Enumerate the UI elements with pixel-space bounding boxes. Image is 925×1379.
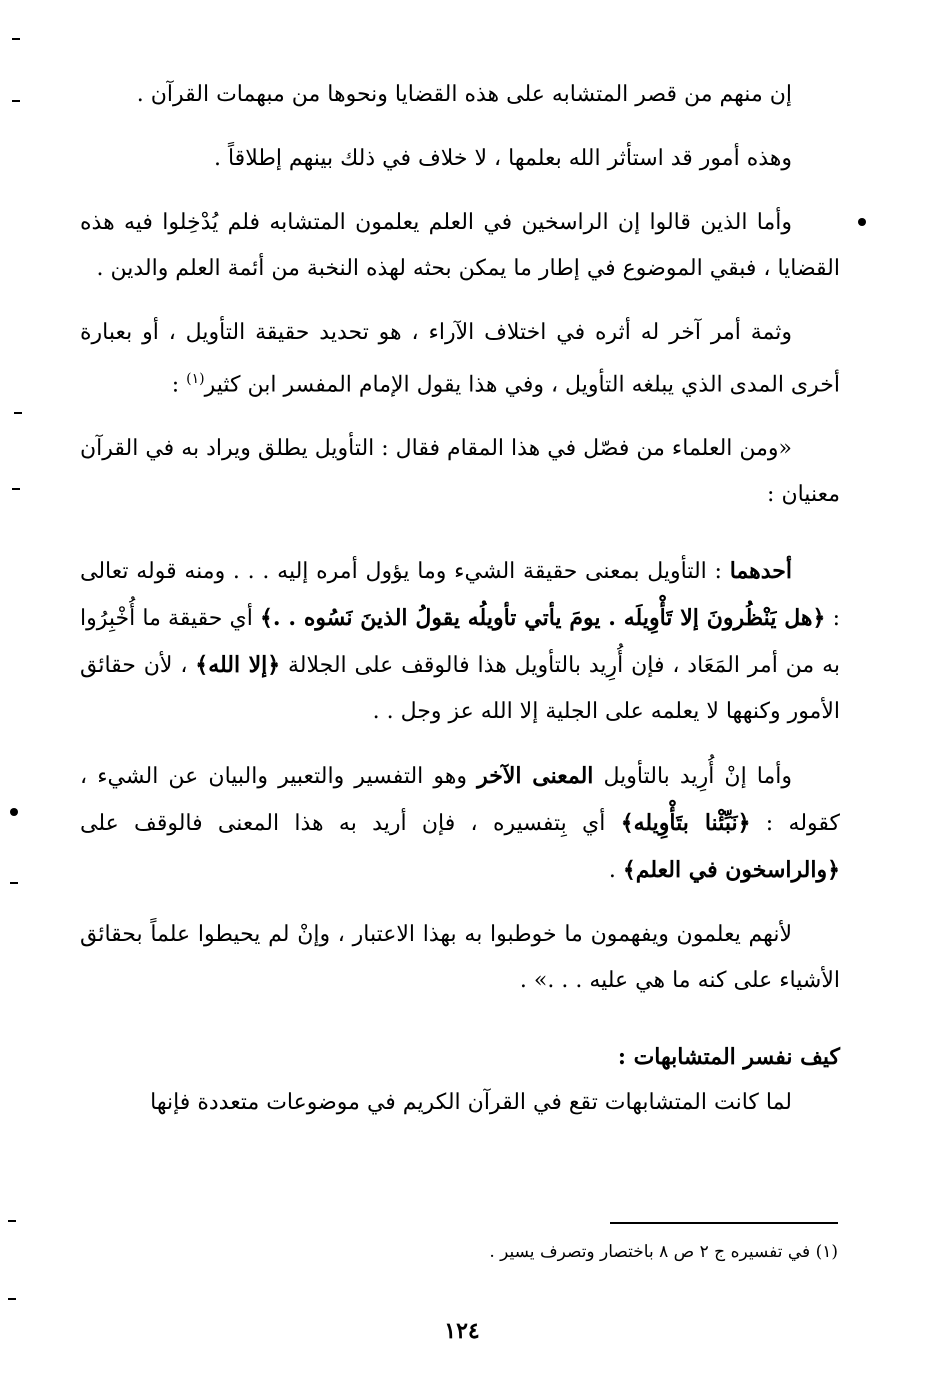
paragraph: وهذه أمور قد استأثر الله بعلمها ، لا خلاف في ذلك بينهم إطلاقاً . — [213, 146, 792, 171]
paragraph-text: . — [608, 858, 623, 884]
paragraph-text: ، لأن حقائق الأمور وكنهها لا يعلمه على الجلية إلا الله عز وجل . . — [80, 653, 840, 725]
page-body — [80, 72, 840, 1126]
quran-verse: ﴿هل يَنْظُرونَ إلا تَأْوِيلَه . يومَ يأتي تأويلُه يقولُ الذينَ نَسُوه . .﴾ — [259, 605, 826, 632]
margin-dot — [10, 808, 18, 816]
margin-mark — [8, 1298, 16, 1300]
paragraph-text: : التأويل بمعنى حقيقة الشيء وما يؤول أمره إليه . . . ومنه قوله تعالى : — [80, 559, 841, 632]
margin-dot — [858, 218, 866, 226]
paragraph: لما كانت المتشابهات تقع في القرآن الكريم في موضوعات متعددة فإنها — [150, 1090, 792, 1116]
term-label: أحدهما — [729, 558, 792, 585]
page-number: ١٢٤ — [444, 1318, 480, 1344]
paragraph: إن منهم من قصر المتشابه على هذه القضايا ونحوها من مبهمات القرآن . — [136, 82, 792, 107]
margin-mark — [12, 488, 20, 490]
paragraph: لأنهم يعلمون ويفهمون ما خوطبوا به بهذا الاعتبار ، وإنْ لم يحيطوا علماً بحقائق الأشياء على كنه ما هي عليه . . .» . — [80, 922, 840, 994]
margin-mark — [14, 412, 22, 414]
section-heading: كيف نفسر المتشابهات : — [617, 1044, 840, 1071]
paragraph — [80, 310, 840, 408]
margin-mark — [12, 100, 20, 102]
paragraph-text: أي حقيقة ما أُخْبِرُوا به من أمر المَعَاد ، فإن أُرِيد بالتأويل هذا فالوقف على الجلالة — [80, 606, 840, 679]
paragraph-text: وأما إنْ أُرِيد بالتأويل — [593, 764, 793, 790]
footnote-divider — [610, 1222, 838, 1224]
paragraph: وأما الذين قالوا إن الراسخين في العلم يعلمون المتشابه فلم يُدْخِلوا فيه هذه القضايا ، فبقي الموضوع في إطار ما يمكن بحثه لهذه النخبة من أئمة العلم والدين . — [80, 210, 840, 281]
paragraph-text: وهو التفسير والتعبير والبيان عن الشيء ، كقوله : — [80, 764, 840, 837]
quotation-paragraph: «ومن العلماء من فصّل في هذا المقام فقال : التأويل يطلق ويراد به في القرآن معنيان : — [80, 436, 840, 508]
quran-verse: ﴿نَبِّئْنا بتَأْوِيله﴾ — [620, 810, 751, 837]
quran-verse: ﴿إلا الله﴾ — [195, 652, 281, 679]
quran-verse: ﴿والراسخون في العلم﴾ — [622, 857, 840, 884]
margin-mark — [8, 1220, 16, 1222]
margin-mark — [10, 882, 18, 884]
paragraph-text: أي بِتفسيره ، فإن أريد به هذا المعنى فالوقف على — [80, 811, 621, 837]
paragraph-text: : — [171, 372, 187, 398]
term-label: المعنى الآخر — [477, 763, 594, 790]
footnote: (١) في تفسيره ج ٢ ص ٨ باختصار وتصرف يسير . — [489, 1242, 838, 1262]
paragraph-first-meaning — [80, 548, 840, 735]
footnote-reference: (١) — [186, 371, 205, 387]
paragraph-second-meaning — [80, 753, 840, 894]
margin-mark — [12, 38, 20, 40]
paragraph-text: وثمة أمر آخر له أثره في اختلاف الآراء ، هو تحديد حقيقة التأويل ، أو بعبارة أخرى المدى الذي يبلغه التأويل ، وفي هذا يقول الإمام المفسر ابن كثير — [80, 320, 840, 398]
